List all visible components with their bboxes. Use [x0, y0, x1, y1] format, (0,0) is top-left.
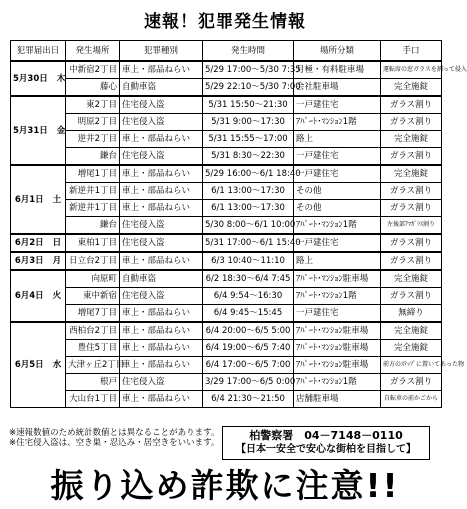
- report-date-cell: [11, 165, 66, 234]
- time-cell: 6/4 17:00～6/5 7:00: [203, 357, 294, 374]
- place-type-cell: 路上: [294, 252, 381, 270]
- time-cell: 6/3 10:40～11:10: [203, 252, 294, 270]
- crime-type-cell: 車上・部品ねらい: [120, 61, 203, 79]
- place-type-cell: ｱﾊﾟｰﾄ･ﾏﾝｼｮﾝ駐車場: [294, 322, 381, 340]
- time-cell: 6/2 18:30～6/4 7:45: [203, 270, 294, 288]
- time-cell: 5/31 17:00～6/1 15:40: [203, 234, 294, 252]
- method-cell: 運転席の窓ガラスを割って侵入: [381, 61, 442, 79]
- header-place-type: 場所分類: [294, 41, 381, 62]
- report-date: 6月3日: [14, 256, 44, 266]
- report-date: 5月30日: [13, 73, 48, 84]
- crime-type-cell: 車上・部品ねらい: [120, 131, 203, 148]
- place-type-cell: ｱﾊﾟｰﾄ･ﾏﾝｼｮﾝ1階: [294, 217, 381, 235]
- time-cell: 6/4 9:45～15:45: [203, 305, 294, 323]
- table-row: [11, 200, 442, 217]
- table-row: [11, 148, 442, 166]
- table-row: [11, 252, 442, 270]
- location-cell: 鎌台: [66, 148, 120, 166]
- table-row: [11, 114, 442, 131]
- table-row: [11, 322, 442, 340]
- report-date: 5月31日: [13, 125, 48, 136]
- crime-type-cell: 住宅侵入盗: [120, 288, 203, 305]
- report-date-cell: [11, 234, 66, 252]
- crime-type-cell: 車上・部品ねらい: [120, 165, 203, 183]
- report-date-cell: [11, 96, 66, 165]
- time-cell: 5/31 15:55～17:00: [203, 131, 294, 148]
- time-cell: 5/29 22:10～5/30 7:00: [203, 79, 294, 97]
- method-cell: ガラス割り: [381, 148, 442, 166]
- report-date-cell: [11, 252, 66, 270]
- method-cell: 無締り: [381, 305, 442, 323]
- location-cell: 中新宿2丁目: [66, 61, 120, 79]
- crime-type-cell: 自動車盗: [120, 79, 203, 97]
- table-row: [11, 391, 442, 408]
- table-row: [11, 288, 442, 305]
- table-row: [11, 357, 442, 374]
- crime-type-cell: 住宅侵入盗: [120, 374, 203, 391]
- place-type-cell: 一戸建住宅: [294, 96, 381, 114]
- location-cell: 増尾1丁目: [66, 165, 120, 183]
- method-cell: 前方のｽﾃｯﾌﾟに置いてあった物: [381, 357, 442, 374]
- table-row: [11, 96, 442, 114]
- method-cell: 自転車の前かごから: [381, 391, 442, 408]
- location-cell: 東2丁目: [66, 96, 120, 114]
- place-type-cell: ｱﾊﾟｰﾄ･ﾏﾝｼｮﾝ1階: [294, 288, 381, 305]
- table-row: [11, 165, 442, 183]
- police-contact-box: [222, 426, 430, 460]
- table-row: [11, 270, 442, 288]
- time-cell: 6/4 19:00～6/5 7:40: [203, 340, 294, 357]
- report-weekday: 土: [52, 194, 62, 205]
- report-weekday: 木: [56, 73, 66, 84]
- report-date: 6月4日: [14, 291, 44, 301]
- location-cell: 根戸: [66, 374, 120, 391]
- report-date-cell: [11, 61, 66, 96]
- location-cell: 豊住5丁目: [66, 340, 120, 357]
- time-cell: 5/31 15:50～21:30: [203, 96, 294, 114]
- report-date-cell: [11, 270, 66, 322]
- location-cell: 大津ヶ丘2丁目: [66, 357, 120, 374]
- method-cell: 完全施錠: [381, 165, 442, 183]
- place-type-cell: 月極・有料駐車場: [294, 61, 381, 79]
- time-cell: 5/30 8:00～6/1 10:00: [203, 217, 294, 235]
- time-cell: 6/4 20:00～6/5 5:00: [203, 322, 294, 340]
- crime-type-cell: 住宅侵入盗: [120, 114, 203, 131]
- location-cell: 西柏台2丁目: [66, 322, 120, 340]
- method-cell: 完全施錠: [381, 131, 442, 148]
- crime-type-cell: 住宅侵入盗: [120, 234, 203, 252]
- report-date-cell: [11, 322, 66, 408]
- place-type-cell: ｱﾊﾟｰﾄ･ﾏﾝｼｮﾝ駐車場: [294, 340, 381, 357]
- location-cell: 新逆井1丁目: [66, 183, 120, 200]
- place-type-cell: その他: [294, 183, 381, 200]
- report-date: 6月5日: [14, 360, 44, 370]
- method-cell: ガラス割り: [381, 200, 442, 217]
- fraud-warning: 振り込め詐欺に注意!!: [50, 466, 400, 505]
- method-cell: ガラス割り: [381, 114, 442, 131]
- time-cell: 5/29 16:00～6/1 18:40: [203, 165, 294, 183]
- location-cell: 藤心: [66, 79, 120, 97]
- time-cell: 6/1 13:00～17:30: [203, 183, 294, 200]
- time-cell: 3/29 17:00～6/5 0:00: [203, 374, 294, 391]
- crime-type-cell: 車上・部品ねらい: [120, 183, 203, 200]
- place-type-cell: ｱﾊﾟｰﾄ･ﾏﾝｼｮﾝ1階: [294, 374, 381, 391]
- header-method: 手口: [381, 41, 442, 62]
- method-cell: ガラス割り: [381, 234, 442, 252]
- police-phone: 柏警察署 04－7148－0110: [249, 429, 403, 442]
- report-weekday: 水: [52, 360, 62, 370]
- location-cell: 新逆井1丁目: [66, 200, 120, 217]
- page-title: 速報！犯罪発生情報: [144, 12, 306, 32]
- crime-type-cell: 自動車盗: [120, 270, 203, 288]
- location-cell: 東中新宿: [66, 288, 120, 305]
- police-slogan: 【日本一安全で安心な街柏を目指して】: [236, 444, 416, 455]
- place-type-cell: ｱﾊﾟｰﾄ･ﾏﾝｼｮﾝ駐車場: [294, 357, 381, 374]
- place-type-cell: 一戸建住宅: [294, 148, 381, 166]
- location-cell: 大山台1丁目: [66, 391, 120, 408]
- crime-table: [10, 40, 467, 408]
- report-weekday: 金: [56, 125, 66, 136]
- method-cell: 完全施錠: [381, 340, 442, 357]
- crime-type-cell: 住宅侵入盗: [120, 96, 203, 114]
- report-weekday: 日: [52, 238, 62, 248]
- method-cell: 左後部ｱﾏｶﾞﾗｽ割り: [381, 217, 442, 235]
- crime-type-cell: 車上・部品ねらい: [120, 391, 203, 408]
- time-cell: 5/29 17:00～5/30 7:35: [203, 61, 294, 79]
- method-cell: 完全施錠: [381, 79, 442, 97]
- location-cell: 日立台2丁目: [66, 252, 120, 270]
- header-location: 発生場所: [66, 41, 120, 62]
- place-type-cell: 路上: [294, 131, 381, 148]
- time-cell: 5/31 9:00～17:30: [203, 114, 294, 131]
- table-row: [11, 79, 442, 97]
- location-cell: 向原町: [66, 270, 120, 288]
- location-cell: 明原2丁目: [66, 114, 120, 131]
- header-crime-type: 犯罪種別: [120, 41, 203, 62]
- location-cell: 東柏1丁目: [66, 234, 120, 252]
- report-weekday: 月: [52, 256, 62, 266]
- time-cell: 6/4 21:30～21:50: [203, 391, 294, 408]
- method-cell: ガラス割り: [381, 96, 442, 114]
- table-row: [11, 183, 442, 200]
- time-cell: 6/1 13:00～17:30: [203, 200, 294, 217]
- method-cell: 完全施錠: [381, 322, 442, 340]
- crime-type-cell: 住宅侵入盗: [120, 217, 203, 235]
- place-type-cell: 一戸建住宅: [294, 165, 381, 183]
- table-row: [11, 217, 442, 235]
- report-date: 6月1日: [14, 194, 44, 205]
- table-header-row: [11, 41, 442, 62]
- place-type-cell: 会社駐車場: [294, 79, 381, 97]
- place-type-cell: ｱﾊﾟｰﾄ･ﾏﾝｼｮﾝ1階: [294, 114, 381, 131]
- place-type-cell: ｱﾊﾟｰﾄ･ﾏﾝｼｮﾝ駐車場: [294, 270, 381, 288]
- crime-type-cell: 車上・部品ねらい: [120, 252, 203, 270]
- crime-type-cell: 車上・部品ねらい: [120, 322, 203, 340]
- notes: [9, 428, 219, 448]
- note-line: ※速報数値のため統計数値とは異なることがあります。: [9, 428, 220, 438]
- note-line: ※住宅侵入盗は、空き巣・忍込み・居空きをいいます。: [9, 438, 220, 448]
- header-time: 発生時間: [203, 41, 294, 62]
- table-row: [11, 61, 442, 79]
- method-cell: ガラス割り: [381, 288, 442, 305]
- method-cell: ガラス割り: [381, 374, 442, 391]
- place-type-cell: その他: [294, 200, 381, 217]
- location-cell: 鎌台: [66, 217, 120, 235]
- table-row: [11, 305, 442, 323]
- table-row: [11, 131, 442, 148]
- header-date: 犯罪届出日: [11, 41, 66, 62]
- place-type-cell: 一戸建住宅: [294, 305, 381, 323]
- method-cell: ガラス割り: [381, 183, 442, 200]
- table-row: [11, 234, 442, 252]
- time-cell: 5/31 8:30～22:30: [203, 148, 294, 166]
- crime-type-cell: 住宅侵入盗: [120, 148, 203, 166]
- table-row: [11, 374, 442, 391]
- report-weekday: 火: [52, 291, 62, 301]
- table-row: [11, 340, 442, 357]
- crime-type-cell: 車上・部品ねらい: [120, 340, 203, 357]
- time-cell: 6/4 9:54～16:30: [203, 288, 294, 305]
- crime-type-cell: 車上・部品ねらい: [120, 200, 203, 217]
- method-cell: ガラス割り: [381, 252, 442, 270]
- crime-type-cell: 車上・部品ねらい: [120, 305, 203, 323]
- crime-type-cell: 車上・部品ねらい: [120, 357, 203, 374]
- location-cell: 逆井2丁目: [66, 131, 120, 148]
- location-cell: 増尾7丁目: [66, 305, 120, 323]
- place-type-cell: 店舗駐車場: [294, 391, 381, 408]
- method-cell: 完全施錠: [381, 270, 442, 288]
- place-type-cell: 一戸建住宅: [294, 234, 381, 252]
- report-date: 6月2日: [14, 238, 44, 248]
